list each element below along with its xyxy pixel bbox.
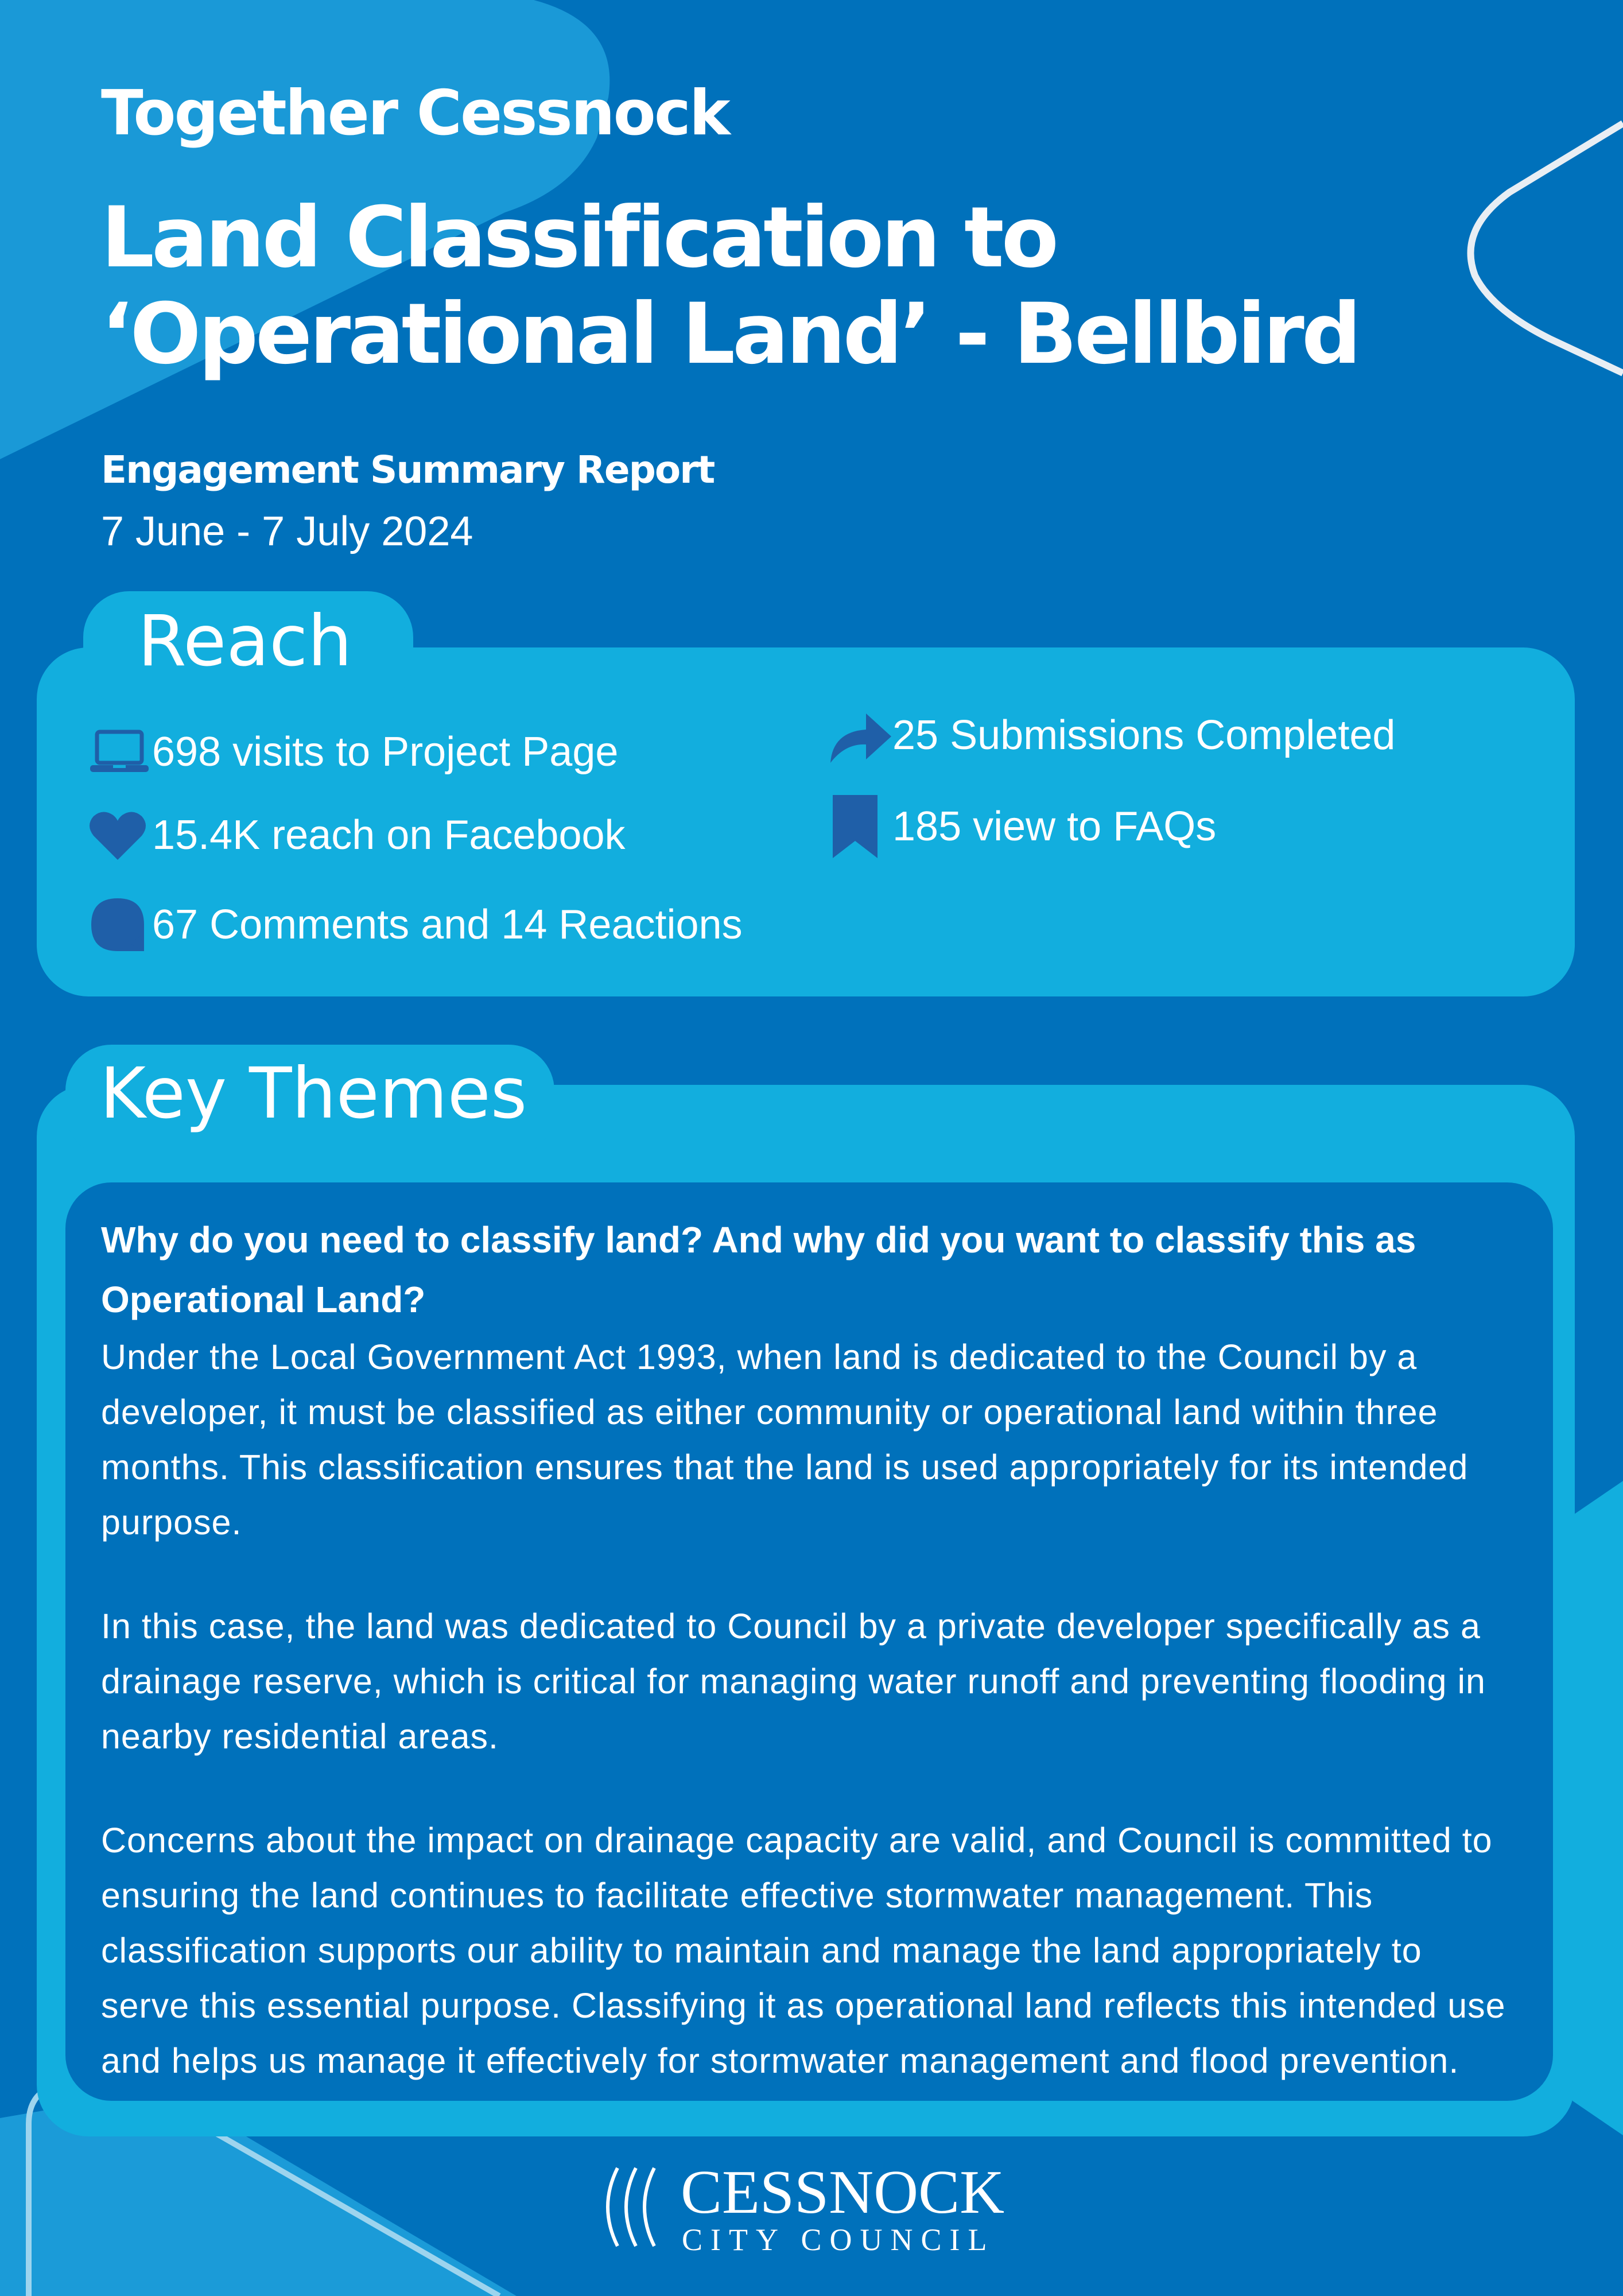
theme-paragraph: In this case, the land was dedicated to Council by a private developer specifically as a drainage reserve, which is critical for managing water runoff and preventing flooding in nearby residential areas. [101, 1607, 1486, 1756]
stat-submissions [829, 704, 1395, 767]
logo-subtitle: CITY COUNCIL [682, 2223, 995, 2257]
reach-heading: Reach [83, 591, 413, 706]
report-subtitle: Engagement Summary Report [101, 448, 715, 492]
stat-facebook-reach [89, 804, 626, 867]
stat-text: 15.4K reach on Facebook [152, 812, 626, 858]
page-title [101, 189, 1478, 382]
stat-text: 185 view to FAQs [892, 804, 1217, 850]
bookmark-icon [829, 795, 892, 858]
theme-content [101, 1210, 1519, 2088]
stat-text: 25 Submissions Completed [892, 712, 1396, 758]
site-name: Together Cessnock [101, 77, 729, 149]
theme-paragraph: Concerns about the impact on drainage capacity are valid, and Council is committed to ensuring the land continues to facilitate effective stormwater management. This classification supports our ability to maintain and manage the land appropriately to serve this essential purpose. Classifying it as operational land reflects this intended use and helps us manage it effectively for stormwater management and flood prevention. [101, 1821, 1506, 2080]
share-arrow-icon [829, 704, 892, 767]
speech-bubble-icon [89, 893, 152, 956]
stat-project-visits [89, 720, 618, 784]
theme-question: Why do you need to classify land? And why did you want to classify this as Operational Land? [101, 1219, 1416, 1320]
page-title-line-1: Land Classification to [101, 189, 1057, 286]
theme-paragraph: Under the Local Government Act 1993, when land is dedicated to the Council by a developer, it must be classified as either community or operational land within three months. This classification ensures that the land is used appropriately for its intended purpose. [101, 1337, 1469, 1542]
stat-comments-reactions [89, 893, 743, 956]
report-dates: 7 June - 7 July 2024 [101, 509, 473, 554]
laptop-icon [89, 720, 152, 784]
page-title-line-2: ‘Operational Land’ - Bellbird [101, 285, 1359, 383]
stat-faq-views [829, 795, 1216, 858]
stat-text: 67 Comments and 14 Reactions [152, 902, 743, 948]
council-logo [595, 2155, 1031, 2259]
key-themes-heading: Key Themes [65, 1045, 554, 1157]
stat-text: 698 visits to Project Page [152, 729, 619, 775]
logo-wordmark: CESSNOCK [681, 2158, 1005, 2227]
logo-mark-icon [608, 2168, 654, 2246]
heart-icon [89, 804, 152, 867]
